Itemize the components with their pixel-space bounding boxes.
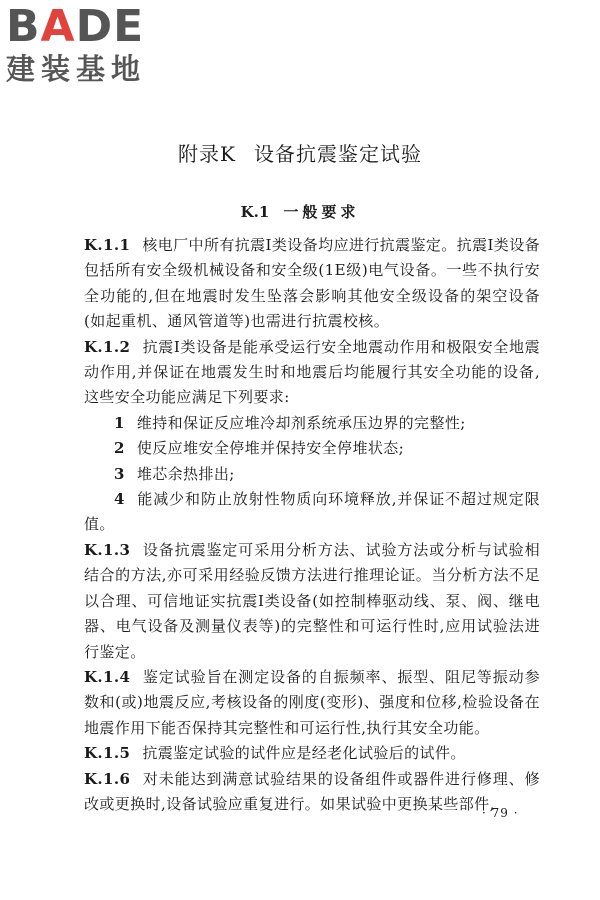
clause-number: K.1.6 [84,769,131,788]
clause-k113 [84,538,540,665]
appendix-title: 设备抗震鉴定试验 [253,142,422,166]
page-number: · 79 · [482,806,519,820]
section-heading [0,201,600,223]
list-item: 3 堆芯余热排出; [114,464,235,483]
clause-k115 [84,741,540,766]
section-number: K.1 [240,203,270,221]
clause-text: 抗震鉴定试验的试件应是经老化试验后的试件。 [142,744,466,763]
body-text [84,233,540,817]
clause-number: K.1.1 [84,236,131,254]
clause-number: K.1.3 [84,540,131,559]
appendix-label: 附录K [178,142,236,166]
clause-k112 [84,335,540,411]
clause-k114 [84,665,540,741]
list-item: 1 维持和保证反应堆冷却剂系统承压边界的完整性; [114,413,466,432]
list-item: 4 能减少和防止放射性物质向环境释放,并保证不超过规定限值。 [84,490,540,534]
clause-text: 对未能达到满意试验结果的设备组件或器件进行修理、修改或更换时,设备试验应重复进行。如果试验中更换某些部件, [84,769,540,813]
clause-k116 [84,767,540,818]
logo-subtitle: 建装基地 [6,52,147,86]
clause-text: 核电厂中所有抗震Ⅰ类设备均应进行抗震鉴定。抗震Ⅰ类设备包括所有安全级机械设备和安全级(1E级)电气设备。一些不执行安全功能的,但在地震时发生坠落会影响其他安全级设备的架空设备(如起重机、通风管道等)也需进行抗震校核。 [84,236,541,331]
logo-wordmark: BADE [6,1,145,52]
clause-number: K.1.2 [84,337,131,356]
clause-number: K.1.5 [84,744,131,763]
page-title [0,140,600,168]
clause-text: 鉴定试验旨在测定设备的自振频率、振型、阻尼等振动参数和(或)地震反应,考核设备的刚度(变形)、强度和位移,检验设备在地震作用下能否保持其完整性和可运行性,执行其安全功能。 [84,667,540,737]
clause-text: 设备抗震鉴定可采用分析方法、试验方法或分析与试验相结合的方法,亦可采用经验反馈方法进行推理论证。当分析方法不足以合理、可信地证实抗震Ⅰ类设备(如控制棒驱动线、泵、阀、继电器、电气设备及测量仪表等)的完整性和可运行性时,应用试验法进行鉴定。 [84,540,540,661]
clause-k111 [84,233,540,335]
clause-text: 抗震Ⅰ类设备是能承受运行安全地震动作用和极限安全地震动作用,并保证在地震发生时和地震后均能履行其安全功能的设备,这些安全功能应满足下列要求: [84,337,540,407]
list-item: 2 使反应堆安全停堆并保持安全停堆状态; [114,439,405,458]
clause-number: K.1.4 [84,667,131,686]
logo [6,1,176,86]
section-title: 一般要求 [283,203,360,221]
